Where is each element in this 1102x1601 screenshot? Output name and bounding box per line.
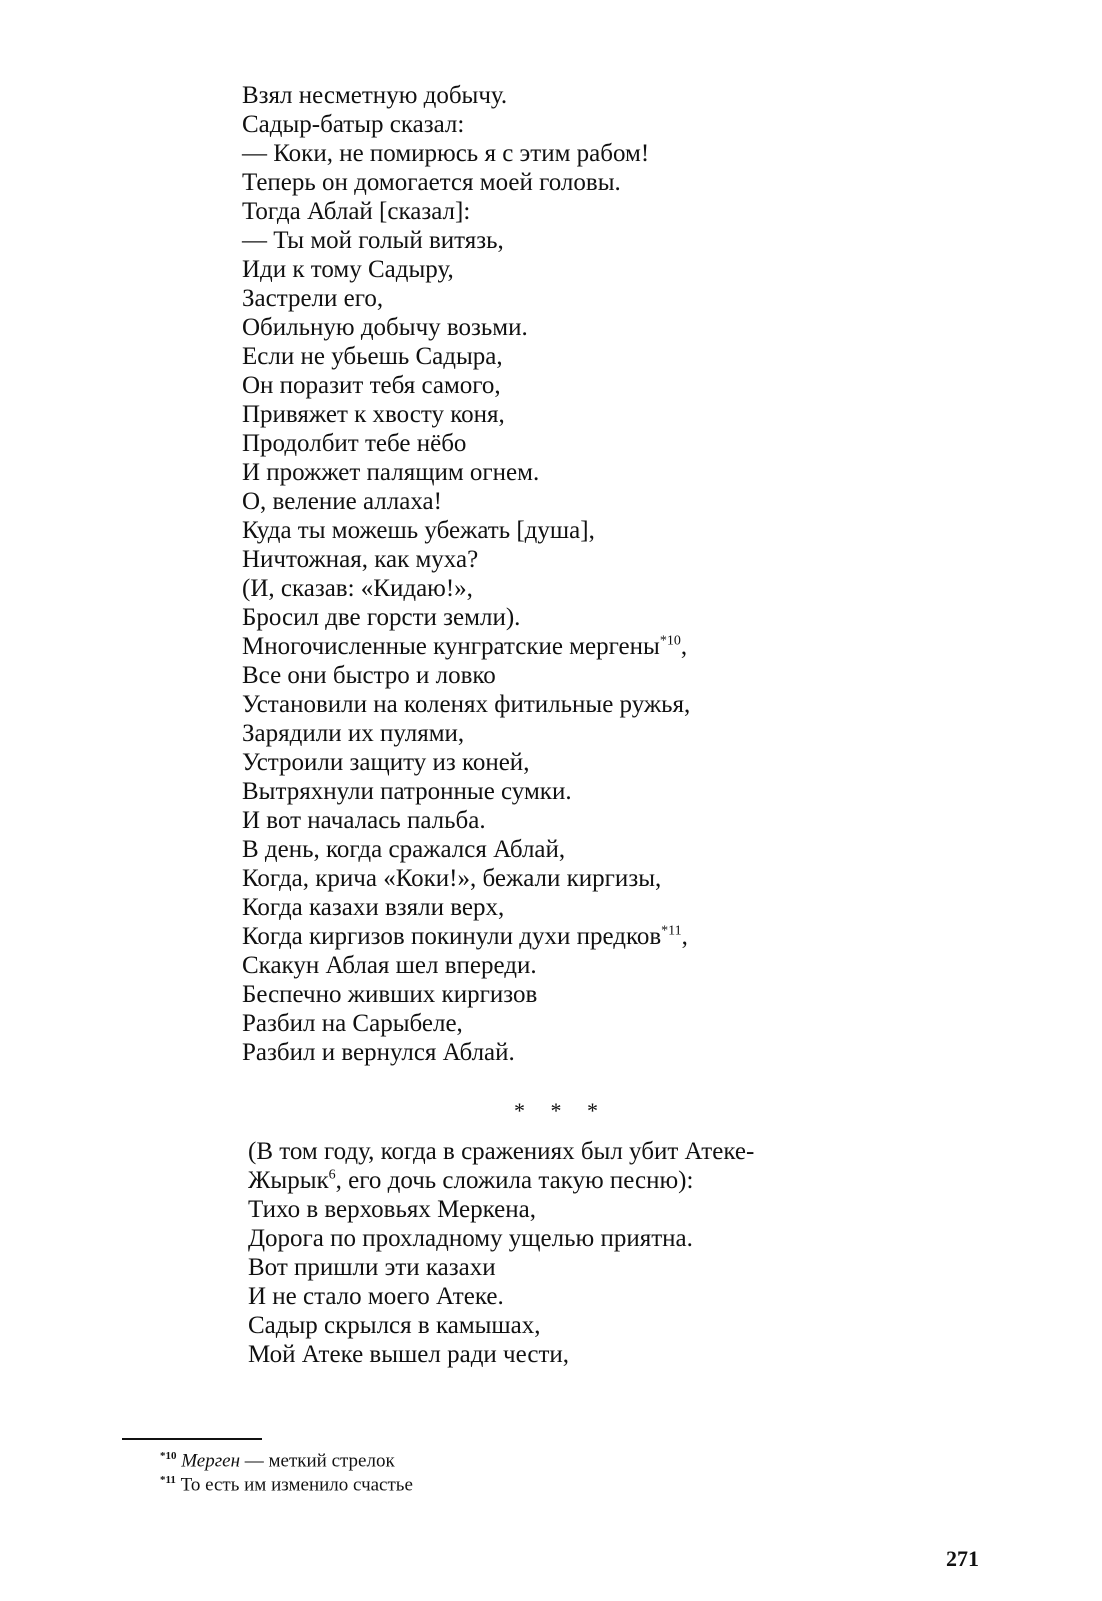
verse-line: — Ты мой голый витязь, [242, 227, 504, 254]
verse-line: Теперь он домогается моей головы. [242, 169, 621, 196]
verse-line: Разбил на Сарыбеле, [242, 1010, 463, 1037]
footnote-marker: *10 [160, 1450, 177, 1462]
footnote-marker: *11 [160, 1474, 176, 1486]
verse-line: Все они быстро и ловко [242, 662, 496, 689]
verse-line: О, веление аллаха! [242, 488, 442, 515]
verse-line: Устроили защиту из коней, [242, 749, 530, 776]
verse-line: Взял несметную добычу. [242, 82, 508, 109]
verse-line: Разбил и вернулся Аблай. [242, 1039, 515, 1066]
verse-line: Беспечно живших киргизов [242, 981, 538, 1008]
footnote-11 [160, 1469, 413, 1496]
footnote-term: Мерген [181, 1450, 241, 1472]
song-line: Дорога по прохладному ущелью приятна. [248, 1225, 693, 1252]
song-line: Садыр скрылся в камышах, [248, 1312, 541, 1339]
verse-line: Установили на коленях фитильные ружья, [242, 691, 691, 718]
footnote-divider [122, 1438, 262, 1440]
verse-line: Если не убьешь Садыра, [242, 343, 503, 370]
verse-line: Скакун Аблая шел впереди. [242, 952, 537, 979]
verse-line: Обильную добычу возьми. [242, 314, 528, 341]
page-number: 271 [946, 1546, 979, 1571]
song-line: И не стало моего Атеке. [248, 1283, 504, 1310]
footnote-text: То есть им изменило счастье [180, 1474, 413, 1496]
verse-line: И прожжет палящим огнем. [242, 459, 540, 486]
verse-line: Зарядили их пулями, [242, 720, 465, 747]
verse-line: — Коки, не помирюсь я с этим рабом! [242, 140, 650, 167]
intro-line: (В том году, когда в сражениях был убит Атеке- [248, 1138, 755, 1165]
song-line: Вот пришли эти казахи [248, 1254, 496, 1281]
verse-line: Бросил две горсти земли). [242, 604, 521, 631]
verse-line: Ничтожная, как муха? [242, 546, 479, 573]
verse-line: Вытряхнули патронные сумки. [242, 778, 572, 805]
verse-line: Продолбит тебе нёбо [242, 430, 467, 457]
verse-line: Когда, крича «Коки!», бежали киргизы, [242, 865, 662, 892]
verse-line-with-footnote: Многочисленные кунгратские мергены$^{*10}$, [242, 633, 688, 660]
intro-line-with-footnote: Жырык$^6$, его дочь сложила такую песню): [248, 1167, 694, 1194]
verse-line: Тогда Аблай [сказал]: [242, 198, 471, 225]
verse-line: Застрели его, [242, 285, 384, 312]
footnote-reference: *11 [661, 923, 682, 939]
verse-line: Садыр-батыр сказал: [242, 111, 465, 138]
verse-line: Привяжет к хвосту коня, [242, 401, 505, 428]
footnote-reference: 6 [328, 1167, 336, 1183]
verse-line: (И, сказав: «Кидаю!», [242, 575, 473, 602]
song-line: Мой Атеке вышел ради чести, [248, 1341, 569, 1368]
verse-line: И вот началась пальба. [242, 807, 486, 834]
verse-line: Иди к тому Садыру, [242, 256, 454, 283]
verse-line: В день, когда сражался Аблай, [242, 836, 566, 863]
footnote-reference: *10 [659, 633, 681, 649]
section-separator: * * * [514, 1098, 608, 1123]
verse-line: Когда казахи взяли верх, [242, 894, 505, 921]
verse-line: Он поразит тебя самого, [242, 372, 501, 399]
verse-line-with-footnote: Когда киргизов покинули духи предков$^{*11}$, [242, 923, 688, 950]
verse-line: Куда ты можешь убежать [душа], [242, 517, 595, 544]
song-line: Тихо в верховьях Меркена, [248, 1196, 536, 1223]
footnote-text: — меткий стрелок [240, 1450, 395, 1472]
